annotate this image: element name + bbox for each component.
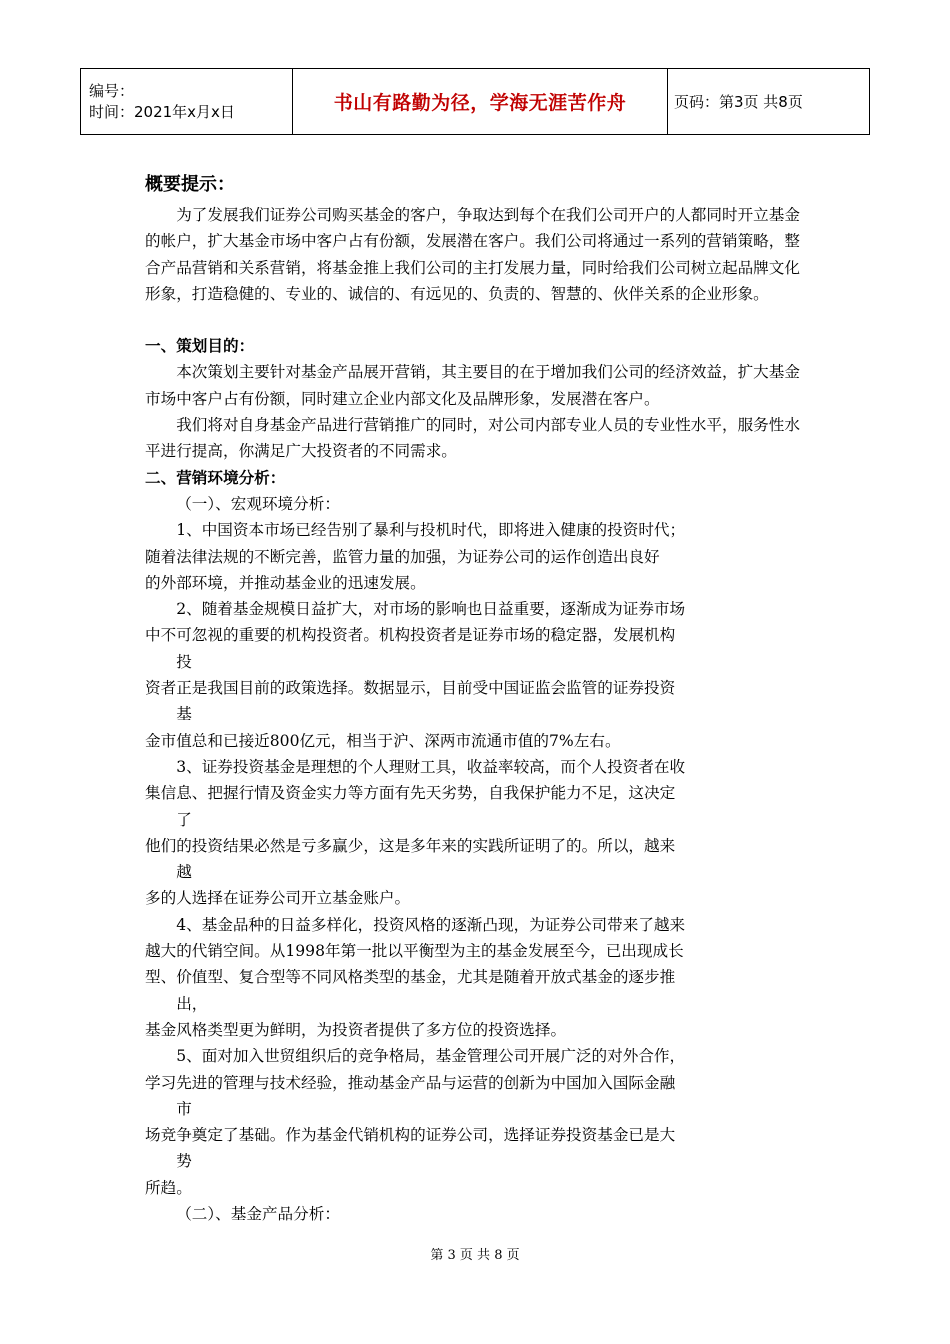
paragraph-line: 越 <box>176 863 192 882</box>
time-label: 时间：2021年x月x日 <box>89 102 235 121</box>
paragraph-line: 2、随着基金规模日益扩大，对市场的影响也日益重要，逐渐成为证券市场 <box>176 600 686 619</box>
number-label: 编号： <box>89 81 135 100</box>
paragraph-line: 多的人选择在证券公司开立基金账户。 <box>145 889 411 908</box>
paragraph-line: 势 <box>176 1152 192 1171</box>
paragraph-line: 型、价值型、复合型等不同风格类型的基金，尤其是随着开放式基金的逐步推 <box>145 968 676 987</box>
section2-sub1: （一）、宏观环境分析： <box>176 494 340 513</box>
paragraph-line: 随着法律法规的不断完善，监管力量的加强，为证券公司的运作创造出良好 <box>145 547 660 566</box>
paragraph-line: 金市值总和已接近800亿元，相当于沪、深两市流通市值的7%左右。 <box>145 731 621 750</box>
page-info: 页码：第3页 共8页 <box>668 69 870 135</box>
paragraph-line: 出， <box>176 994 208 1013</box>
section2-sub2: （二）、基金产品分析： <box>176 1204 340 1223</box>
section1-para2: 我们将对自身基金产品进行营销推广的同时，对公司内部专业人员的专业性水平，服务性水平进行提高，你满足广大投资者的不同需求。 <box>145 416 800 461</box>
section2-title: 二、营销环境分析： <box>145 468 286 487</box>
paragraph-line: 的外部环境，并推动基金业的迅速发展。 <box>145 573 426 592</box>
paragraph-line: 基 <box>176 705 192 724</box>
page-footer: 第 3 页 共 8 页 <box>430 1248 520 1263</box>
header-table <box>80 68 870 135</box>
paragraph-5 <box>145 1043 810 1201</box>
paragraph-line: 了 <box>176 810 192 829</box>
paragraph-line: 基金风格类型更为鲜明，为投资者提供了多方位的投资选择。 <box>145 1020 567 1039</box>
paragraph-line: 投 <box>176 652 192 671</box>
paragraph-2 <box>145 596 810 754</box>
paragraph-line: 3、证券投资基金是理想的个人理财工具，收益率较高，而个人投资者在收 <box>176 757 686 776</box>
summary-title: 概要提示： <box>145 174 235 195</box>
paragraph-line: 他们的投资结果必然是亏多赢少，这是多年来的实践所证明了的。所以，越来 <box>145 836 676 855</box>
paragraph-line: 越大的代销空间。从1998年第一批以平衡型为主的基金发展至今，已出现成长 <box>145 942 684 961</box>
summary-paragraph: 为了发展我们证券公司购买基金的客户，争取达到每个在我们公司开户的人都同时开立基金的帐户，扩大基金市场中客户占有份额，发展潜在客户。我们公司将通过一系列的营销策略，整合产品营销和关系营销，将基金推上我们公司的主打发展力量，同时给我们公司树立起品牌文化形象，打造稳健的、专业的、诚信的、有远见的、负责的、智慧的、伙伴关系的企业形象。 <box>145 206 800 303</box>
section1-title: 一、策划目的： <box>145 337 255 356</box>
motto: 书山有路勤为径，学海无涯苦作舟 <box>293 69 668 135</box>
document-body <box>145 170 810 1227</box>
paragraph-line: 5、面对加入世贸组织后的竞争格局，基金管理公司开展广泛的对外合作， <box>176 1047 686 1066</box>
paragraph-line: 学习先进的管理与技术经验，推动基金产品与运营的创新为中国加入国际金融 <box>145 1073 676 1092</box>
paragraph-line: 市 <box>176 1099 192 1118</box>
paragraph-line: 场竞争奠定了基础。作为基金代销机构的证券公司，选择证券投资基金已是大 <box>145 1126 676 1145</box>
paragraph-line: 集信息、把握行情及资金实力等方面有先天劣势，自我保护能力不足，这决定 <box>145 784 676 803</box>
paragraph-3 <box>145 754 810 912</box>
header-meta <box>81 69 293 135</box>
paragraph-line: 所趋。 <box>145 1178 192 1197</box>
paragraph-line: 4、基金品种的日益多样化，投资风格的逐渐凸现，为证券公司带来了越来 <box>176 915 686 934</box>
paragraph-1 <box>145 517 810 596</box>
paragraph-line: 1、中国资本市场已经告别了暴利与投机时代，即将进入健康的投资时代； <box>176 521 686 540</box>
paragraph-line: 中不可忽视的重要的机构投资者。机构投资者是证券市场的稳定器，发展机构 <box>145 626 676 645</box>
section1-para1: 本次策划主要针对基金产品展开营销，其主要目的在于增加我们公司的经济效益，扩大基金市场中客户占有份额，同时建立企业内部文化及品牌形象，发展潜在客户。 <box>145 363 800 408</box>
paragraph-line: 资者正是我国目前的政策选择。数据显示，目前受中国证监会监管的证券投资 <box>145 679 676 698</box>
paragraph-4 <box>145 912 810 1043</box>
